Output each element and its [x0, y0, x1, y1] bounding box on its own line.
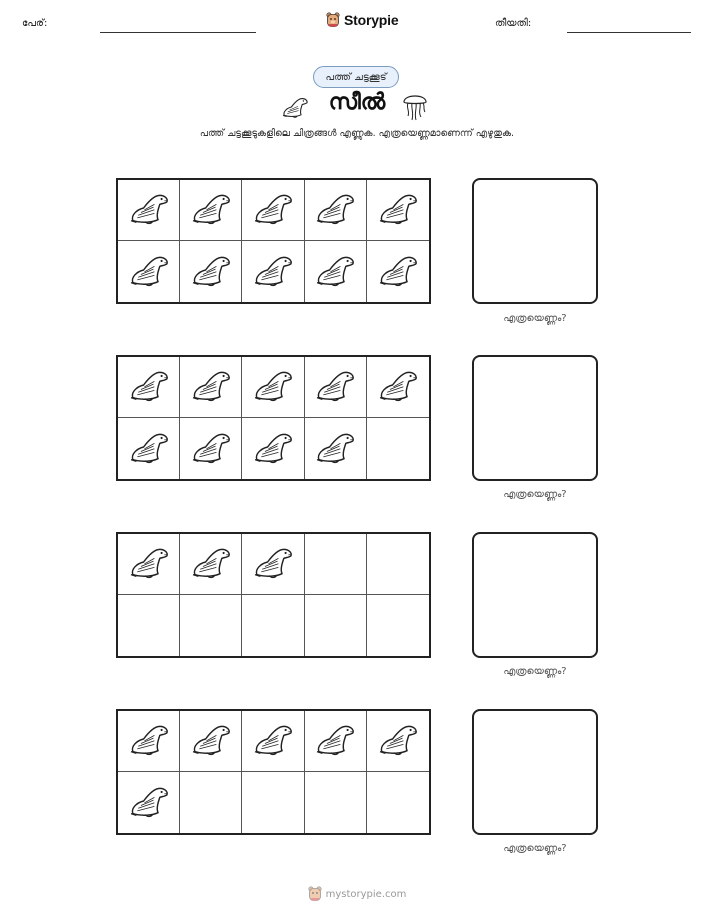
question-label-2: എത്രയെണ്ണം?: [503, 489, 567, 500]
frame-cell: [180, 595, 242, 656]
frame-cell: [242, 595, 304, 656]
frame-cell: [367, 180, 429, 241]
seal-icon: [127, 190, 171, 230]
answer-box-2[interactable]: [472, 355, 598, 481]
seal-icon: [313, 252, 357, 292]
seal-icon: [189, 429, 233, 469]
seal-icon: [251, 429, 295, 469]
ten-frame-4: [116, 709, 431, 835]
brand-name: Storypie: [344, 12, 399, 28]
frame-cell: [180, 418, 242, 479]
seal-icon: [189, 721, 233, 761]
seal-icon: [251, 190, 295, 230]
question-label-1: എത്രയെണ്ണം?: [503, 313, 567, 324]
frame-cell: [367, 772, 429, 833]
frame-cell: [242, 241, 304, 302]
seal-icon: [376, 190, 420, 230]
seal-icon: [127, 429, 171, 469]
frame-cell: [180, 772, 242, 833]
seal-icon: [189, 190, 233, 230]
seal-icon: [251, 367, 295, 407]
frame-cell: [305, 357, 367, 418]
frame-cell: [305, 772, 367, 833]
seal-icon: [376, 252, 420, 292]
seal-icon: [376, 721, 420, 761]
frame-cell: [305, 534, 367, 595]
frame-cell: [305, 711, 367, 772]
seal-icon: [127, 544, 171, 584]
frame-cell: [118, 711, 180, 772]
frame-cell: [180, 180, 242, 241]
frame-cell: [367, 711, 429, 772]
frame-cell: [118, 241, 180, 302]
frame-cell: [118, 772, 180, 833]
seal-icon: [280, 95, 310, 123]
name-line[interactable]: [100, 32, 256, 33]
frame-cell: [242, 534, 304, 595]
frame-cell: [367, 357, 429, 418]
frame-cell: [118, 180, 180, 241]
frame-cell: [242, 418, 304, 479]
frame-cell: [242, 357, 304, 418]
page-title: സീൽ: [328, 90, 386, 115]
seal-icon: [313, 429, 357, 469]
frame-cell: [367, 241, 429, 302]
frame-cell: [367, 595, 429, 656]
seal-icon: [313, 367, 357, 407]
frame-cell: [367, 418, 429, 479]
worksheet-type-pill: പത്ത് ചട്ടക്കൂട്: [313, 66, 399, 88]
seal-icon: [376, 367, 420, 407]
frame-cell: [367, 534, 429, 595]
frame-cell: [305, 595, 367, 656]
bear-logo-icon: [326, 12, 340, 28]
question-label-3: എത്രയെണ്ണം?: [503, 666, 567, 677]
frame-cell: [242, 772, 304, 833]
seal-icon: [127, 367, 171, 407]
seal-icon: [189, 367, 233, 407]
frame-cell: [242, 711, 304, 772]
seal-icon: [251, 252, 295, 292]
seal-icon: [189, 252, 233, 292]
frame-cell: [305, 241, 367, 302]
frame-cell: [180, 534, 242, 595]
bear-logo-icon: [308, 886, 322, 902]
seal-icon: [313, 721, 357, 761]
brand-logo: [326, 12, 398, 28]
frame-cell: [305, 180, 367, 241]
answer-box-1[interactable]: [472, 178, 598, 304]
frame-cell: [180, 357, 242, 418]
date-line[interactable]: [567, 32, 691, 33]
seal-icon: [127, 252, 171, 292]
seal-icon: [127, 721, 171, 761]
frame-cell: [180, 241, 242, 302]
ten-frame-3: [116, 532, 431, 658]
instruction-text: പത്ത് ചട്ടക്കൂടുകളിലെ ചിത്രങ്ങൾ എണ്ണുക. എത്രയെണ്ണമാണെന്ന് എഴുതുക.: [199, 128, 515, 139]
seal-icon: [251, 721, 295, 761]
frame-cell: [242, 180, 304, 241]
answer-box-3[interactable]: [472, 532, 598, 658]
name-label: പേര്:: [22, 18, 48, 29]
frame-cell: [118, 357, 180, 418]
footer: [0, 886, 714, 902]
ten-frame-1: [116, 178, 431, 304]
frame-cell: [118, 595, 180, 656]
frame-cell: [305, 418, 367, 479]
frame-cell: [180, 711, 242, 772]
date-label: തീയതി:: [495, 18, 532, 29]
frame-cell: [118, 418, 180, 479]
frame-cell: [118, 534, 180, 595]
jellyfish-icon: [401, 90, 429, 126]
footer-site: mystorypie.com: [325, 888, 407, 900]
answer-box-4[interactable]: [472, 709, 598, 835]
seal-icon: [189, 544, 233, 584]
seal-icon: [251, 544, 295, 584]
question-label-4: എത്രയെണ്ണം?: [503, 843, 567, 854]
ten-frame-2: [116, 355, 431, 481]
seal-icon: [313, 190, 357, 230]
seal-icon: [127, 783, 171, 823]
